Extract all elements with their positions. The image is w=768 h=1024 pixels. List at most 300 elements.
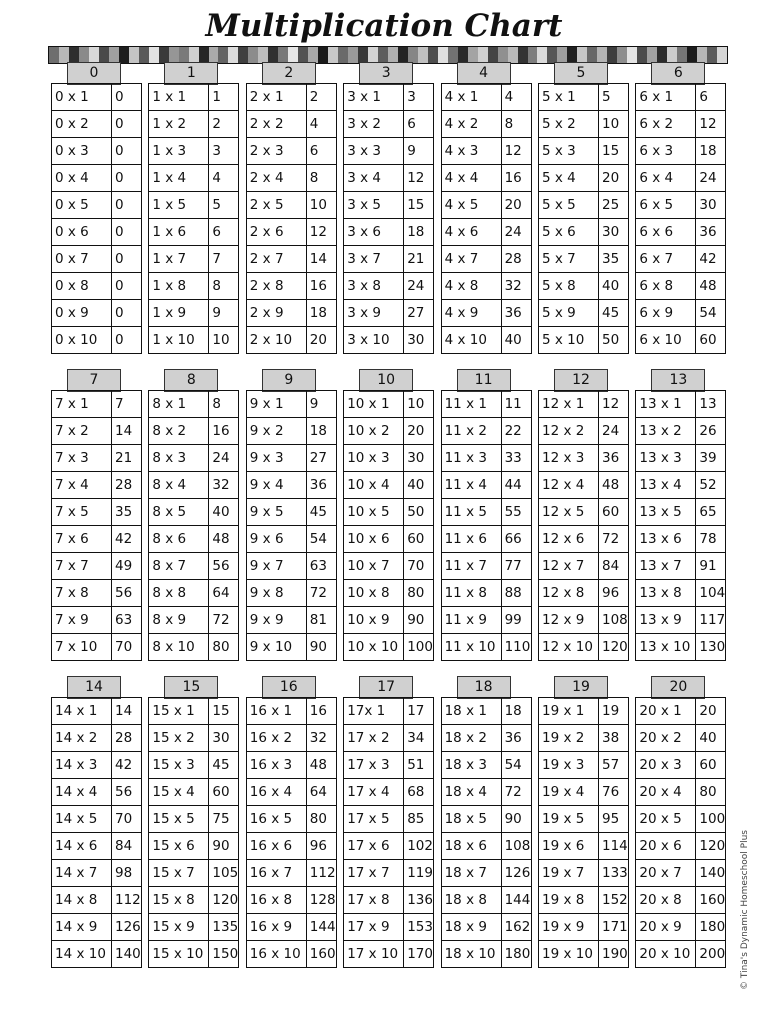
table-row — [149, 391, 239, 418]
result-cell: 8 — [209, 391, 239, 418]
result-cell: 120 — [696, 833, 726, 860]
table-row — [344, 418, 434, 445]
result-cell: 24 — [209, 445, 239, 472]
result-cell: 50 — [404, 499, 434, 526]
expression-cell: 14 x 7 — [52, 860, 112, 887]
result-cell: 28 — [112, 472, 142, 499]
expression-cell: 0 x 6 — [52, 219, 112, 246]
result-cell: 21 — [404, 246, 434, 273]
stripe-segment — [129, 47, 139, 63]
stripe-segment — [557, 47, 567, 63]
stripe-segment — [308, 47, 318, 63]
expression-cell: 14 x 9 — [52, 914, 112, 941]
table-row — [246, 580, 336, 607]
expression-cell: 0 x 7 — [52, 246, 112, 273]
table-header: 0 — [67, 62, 121, 85]
stripe-segment — [278, 47, 288, 63]
result-cell: 160 — [696, 887, 726, 914]
expression-cell: 19 x 7 — [539, 860, 599, 887]
table-row — [441, 607, 531, 634]
table-row — [636, 752, 726, 779]
result-cell: 70 — [112, 806, 142, 833]
table-row — [149, 806, 239, 833]
expression-cell: 1 x 10 — [149, 327, 209, 354]
stripe-segment — [238, 47, 248, 63]
expression-cell: 6 x 1 — [636, 84, 696, 111]
result-cell: 128 — [306, 887, 336, 914]
result-cell: 112 — [112, 887, 142, 914]
result-cell: 160 — [306, 941, 336, 968]
expression-cell: 19 x 8 — [539, 887, 599, 914]
table-row — [441, 138, 531, 165]
table-row — [52, 327, 142, 354]
stripe-segment — [338, 47, 348, 63]
table-row — [52, 887, 142, 914]
result-cell: 30 — [404, 327, 434, 354]
expression-cell: 6 x 2 — [636, 111, 696, 138]
expression-cell: 4 x 4 — [441, 165, 501, 192]
table-row — [636, 806, 726, 833]
expression-cell: 8 x 5 — [149, 499, 209, 526]
stripe-segment — [478, 47, 488, 63]
result-cell: 100 — [696, 806, 726, 833]
result-cell: 30 — [209, 725, 239, 752]
result-cell: 0 — [112, 246, 142, 273]
expression-cell: 10 x 8 — [344, 580, 404, 607]
expression-cell: 14 x 1 — [52, 698, 112, 725]
result-cell: 24 — [501, 219, 531, 246]
result-cell: 8 — [501, 111, 531, 138]
expression-cell: 15 x 1 — [149, 698, 209, 725]
result-cell: 40 — [404, 472, 434, 499]
result-cell: 9 — [209, 300, 239, 327]
table-row — [246, 779, 336, 806]
expression-cell: 5 x 1 — [539, 84, 599, 111]
expression-cell: 18 x 4 — [441, 779, 501, 806]
stripe-segment — [577, 47, 587, 63]
result-cell: 38 — [599, 725, 629, 752]
result-cell: 0 — [112, 273, 142, 300]
result-cell: 100 — [404, 634, 434, 661]
result-cell: 40 — [599, 273, 629, 300]
result-cell: 35 — [599, 246, 629, 273]
result-cell: 0 — [112, 192, 142, 219]
result-cell: 95 — [599, 806, 629, 833]
result-cell: 60 — [696, 752, 726, 779]
table-row — [441, 833, 531, 860]
stripe-segment — [189, 47, 199, 63]
table-row — [149, 273, 239, 300]
table-grid — [148, 390, 239, 661]
table-row — [246, 273, 336, 300]
expression-cell: 10 x 3 — [344, 445, 404, 472]
result-cell: 60 — [696, 327, 726, 354]
expression-cell: 4 x 9 — [441, 300, 501, 327]
result-cell: 14 — [112, 418, 142, 445]
stripe-segment — [607, 47, 617, 63]
result-cell: 80 — [696, 779, 726, 806]
result-cell: 153 — [404, 914, 434, 941]
expression-cell: 20 x 9 — [636, 914, 696, 941]
expression-cell: 3 x 1 — [344, 84, 404, 111]
expression-cell: 16 x 2 — [246, 725, 306, 752]
result-cell: 10 — [404, 391, 434, 418]
table-row — [246, 219, 336, 246]
table-row — [246, 138, 336, 165]
expression-cell: 20 x 10 — [636, 941, 696, 968]
expression-cell: 15 x 5 — [149, 806, 209, 833]
table-row — [636, 111, 726, 138]
table-row — [52, 300, 142, 327]
table-row — [149, 499, 239, 526]
expression-cell: 2 x 8 — [246, 273, 306, 300]
stripe-segment — [119, 47, 129, 63]
expression-cell: 15 x 7 — [149, 860, 209, 887]
result-cell: 0 — [112, 111, 142, 138]
expression-cell: 18 x 10 — [441, 941, 501, 968]
expression-cell: 7 x 6 — [52, 526, 112, 553]
expression-cell: 7 x 1 — [52, 391, 112, 418]
expression-cell: 0 x 3 — [52, 138, 112, 165]
table-row — [441, 219, 531, 246]
result-cell: 32 — [209, 472, 239, 499]
expression-cell: 18 x 9 — [441, 914, 501, 941]
result-cell: 63 — [306, 553, 336, 580]
result-cell: 119 — [404, 860, 434, 887]
table-row — [52, 806, 142, 833]
table-row — [539, 887, 629, 914]
stripe-segment — [617, 47, 627, 63]
expression-cell: 13 x 2 — [636, 418, 696, 445]
result-cell: 99 — [501, 607, 531, 634]
expression-cell: 13 x 7 — [636, 553, 696, 580]
result-cell: 171 — [599, 914, 629, 941]
table-row — [636, 472, 726, 499]
table-row — [52, 526, 142, 553]
expression-cell: 8 x 3 — [149, 445, 209, 472]
table-row — [441, 779, 531, 806]
table-row — [539, 806, 629, 833]
result-cell: 162 — [501, 914, 531, 941]
table-row — [539, 138, 629, 165]
result-cell: 144 — [306, 914, 336, 941]
result-cell: 7 — [112, 391, 142, 418]
expression-cell: 15 x 9 — [149, 914, 209, 941]
table-row — [441, 327, 531, 354]
table-row — [344, 499, 434, 526]
expression-cell: 4 x 8 — [441, 273, 501, 300]
table-row — [344, 246, 434, 273]
expression-cell: 2 x 7 — [246, 246, 306, 273]
result-cell: 40 — [209, 499, 239, 526]
table-row — [441, 526, 531, 553]
table-row — [441, 418, 531, 445]
table-row — [246, 914, 336, 941]
result-cell: 140 — [696, 860, 726, 887]
table-row — [441, 914, 531, 941]
result-cell: 16 — [209, 418, 239, 445]
expression-cell: 17 x 5 — [344, 806, 404, 833]
result-cell: 66 — [501, 526, 531, 553]
table-row — [149, 941, 239, 968]
table-row — [52, 580, 142, 607]
expression-cell: 4 x 6 — [441, 219, 501, 246]
expression-cell: 8 x 10 — [149, 634, 209, 661]
table-row — [52, 192, 142, 219]
table-header: 12 — [554, 369, 608, 392]
expression-cell: 12 x 10 — [539, 634, 599, 661]
stripe-segment — [149, 47, 159, 63]
stripe-segment — [268, 47, 278, 63]
table-row — [636, 914, 726, 941]
result-cell: 45 — [209, 752, 239, 779]
result-cell: 36 — [501, 725, 531, 752]
stripe-segment — [318, 47, 328, 63]
expression-cell: 17 x 4 — [344, 779, 404, 806]
expression-cell: 0 x 9 — [52, 300, 112, 327]
expression-cell: 13 x 4 — [636, 472, 696, 499]
table-row — [52, 418, 142, 445]
table-row — [441, 634, 531, 661]
result-cell: 50 — [599, 327, 629, 354]
table-row — [539, 165, 629, 192]
result-cell: 1 — [209, 84, 239, 111]
table-row — [52, 246, 142, 273]
table-row — [636, 300, 726, 327]
table-grid — [51, 697, 142, 968]
result-cell: 55 — [501, 499, 531, 526]
table-row — [246, 472, 336, 499]
result-cell: 18 — [696, 138, 726, 165]
result-cell: 18 — [404, 219, 434, 246]
stripe-segment — [388, 47, 398, 63]
result-cell: 200 — [696, 941, 726, 968]
result-cell: 60 — [404, 526, 434, 553]
stripe-segment — [209, 47, 219, 63]
expression-cell: 7 x 9 — [52, 607, 112, 634]
table-row — [344, 84, 434, 111]
table-row — [52, 499, 142, 526]
table-row — [344, 273, 434, 300]
result-cell: 114 — [599, 833, 629, 860]
table-row — [52, 273, 142, 300]
expression-cell: 20 x 6 — [636, 833, 696, 860]
table-header: 2 — [262, 62, 316, 85]
expression-cell: 6 x 10 — [636, 327, 696, 354]
table-header: 3 — [359, 62, 413, 85]
table-row — [344, 833, 434, 860]
expression-cell: 18 x 7 — [441, 860, 501, 887]
expression-cell: 10 x 7 — [344, 553, 404, 580]
expression-cell: 1 x 2 — [149, 111, 209, 138]
table-row — [149, 165, 239, 192]
result-cell: 70 — [112, 634, 142, 661]
expression-cell: 5 x 7 — [539, 246, 599, 273]
table-row — [636, 634, 726, 661]
expression-cell: 12 x 5 — [539, 499, 599, 526]
result-cell: 91 — [696, 553, 726, 580]
result-cell: 30 — [599, 219, 629, 246]
result-cell: 56 — [209, 553, 239, 580]
result-cell: 60 — [209, 779, 239, 806]
result-cell: 11 — [501, 391, 531, 418]
table-header: 10 — [359, 369, 413, 392]
table-row — [52, 391, 142, 418]
expression-cell: 1 x 7 — [149, 246, 209, 273]
expression-cell: 11 x 4 — [441, 472, 501, 499]
table-row — [441, 752, 531, 779]
result-cell: 85 — [404, 806, 434, 833]
expression-cell: 5 x 8 — [539, 273, 599, 300]
table-row — [344, 138, 434, 165]
table-row — [539, 526, 629, 553]
table-grid — [148, 697, 239, 968]
table-row — [52, 698, 142, 725]
expression-cell: 14 x 2 — [52, 725, 112, 752]
table-row — [441, 111, 531, 138]
table-row — [441, 499, 531, 526]
table-row — [636, 580, 726, 607]
expression-cell: 3 x 3 — [344, 138, 404, 165]
table-row — [344, 806, 434, 833]
table-row — [246, 607, 336, 634]
table-row — [636, 192, 726, 219]
stripe-segment — [368, 47, 378, 63]
result-cell: 42 — [696, 246, 726, 273]
table-row — [52, 779, 142, 806]
table-header: 17 — [359, 676, 413, 699]
stripe-segment — [408, 47, 418, 63]
table-row — [636, 860, 726, 887]
expression-cell: 19 x 6 — [539, 833, 599, 860]
credit-text: © Tina's Dynamic Homeschool Plus — [740, 830, 750, 990]
result-cell: 105 — [209, 860, 239, 887]
expression-cell: 9 x 7 — [246, 553, 306, 580]
result-cell: 34 — [404, 725, 434, 752]
result-cell: 3 — [404, 84, 434, 111]
stripe-segment — [348, 47, 358, 63]
expression-cell: 20 x 5 — [636, 806, 696, 833]
table-grid — [635, 390, 726, 661]
expression-cell: 12 x 2 — [539, 418, 599, 445]
table-row — [52, 752, 142, 779]
stripe-segment — [677, 47, 687, 63]
table-row — [149, 779, 239, 806]
expression-cell: 0 x 8 — [52, 273, 112, 300]
result-cell: 64 — [306, 779, 336, 806]
expression-cell: 3 x 8 — [344, 273, 404, 300]
result-cell: 28 — [501, 246, 531, 273]
result-cell: 108 — [501, 833, 531, 860]
result-cell: 4 — [306, 111, 336, 138]
stripe-segment — [488, 47, 498, 63]
table-row — [246, 634, 336, 661]
table-grid — [635, 83, 726, 354]
stripe-segment — [597, 47, 607, 63]
table-row — [246, 445, 336, 472]
table-row — [636, 887, 726, 914]
table-row — [149, 418, 239, 445]
table-row — [539, 192, 629, 219]
result-cell: 8 — [209, 273, 239, 300]
expression-cell: 12 x 7 — [539, 553, 599, 580]
expression-cell: 17 x 6 — [344, 833, 404, 860]
table-row — [344, 941, 434, 968]
result-cell: 36 — [599, 445, 629, 472]
expression-cell: 1 x 3 — [149, 138, 209, 165]
result-cell: 22 — [501, 418, 531, 445]
table-row — [539, 445, 629, 472]
table-row — [149, 634, 239, 661]
table-row — [344, 860, 434, 887]
table-row — [246, 111, 336, 138]
stripe-segment — [99, 47, 109, 63]
expression-cell: 1 x 8 — [149, 273, 209, 300]
stripe-segment — [79, 47, 89, 63]
table-row — [246, 192, 336, 219]
expression-cell: 16 x 3 — [246, 752, 306, 779]
table-row — [149, 84, 239, 111]
result-cell: 90 — [306, 634, 336, 661]
table-row — [246, 698, 336, 725]
result-cell: 12 — [599, 391, 629, 418]
result-cell: 6 — [306, 138, 336, 165]
expression-cell: 2 x 1 — [246, 84, 306, 111]
expression-cell: 14 x 4 — [52, 779, 112, 806]
result-cell: 112 — [306, 860, 336, 887]
expression-cell: 9 x 8 — [246, 580, 306, 607]
table-row — [344, 165, 434, 192]
expression-cell: 17 x 7 — [344, 860, 404, 887]
expression-cell: 11 x 10 — [441, 634, 501, 661]
expression-cell: 1 x 5 — [149, 192, 209, 219]
expression-cell: 17 x 10 — [344, 941, 404, 968]
expression-cell: 11 x 3 — [441, 445, 501, 472]
expression-cell: 10 x 6 — [344, 526, 404, 553]
result-cell: 27 — [306, 445, 336, 472]
stripe-segment — [49, 47, 59, 63]
table-grid — [246, 697, 337, 968]
table-row — [246, 725, 336, 752]
expression-cell: 19 x 2 — [539, 725, 599, 752]
table-row — [539, 779, 629, 806]
expression-cell: 7 x 10 — [52, 634, 112, 661]
result-cell: 20 — [696, 698, 726, 725]
result-cell: 90 — [501, 806, 531, 833]
expression-cell: 9 x 9 — [246, 607, 306, 634]
expression-cell: 15 x 2 — [149, 725, 209, 752]
expression-cell: 2 x 10 — [246, 327, 306, 354]
result-cell: 136 — [404, 887, 434, 914]
result-cell: 19 — [599, 698, 629, 725]
result-cell: 96 — [599, 580, 629, 607]
table-row — [636, 725, 726, 752]
table-row — [539, 914, 629, 941]
table-header: 15 — [164, 676, 218, 699]
table-row — [246, 84, 336, 111]
table-row — [441, 84, 531, 111]
result-cell: 84 — [112, 833, 142, 860]
result-cell: 36 — [501, 300, 531, 327]
stripe-segment — [398, 47, 408, 63]
result-cell: 72 — [306, 580, 336, 607]
result-cell: 60 — [599, 499, 629, 526]
result-cell: 20 — [599, 165, 629, 192]
result-cell: 68 — [404, 779, 434, 806]
expression-cell: 6 x 9 — [636, 300, 696, 327]
result-cell: 15 — [599, 138, 629, 165]
table-row — [246, 499, 336, 526]
